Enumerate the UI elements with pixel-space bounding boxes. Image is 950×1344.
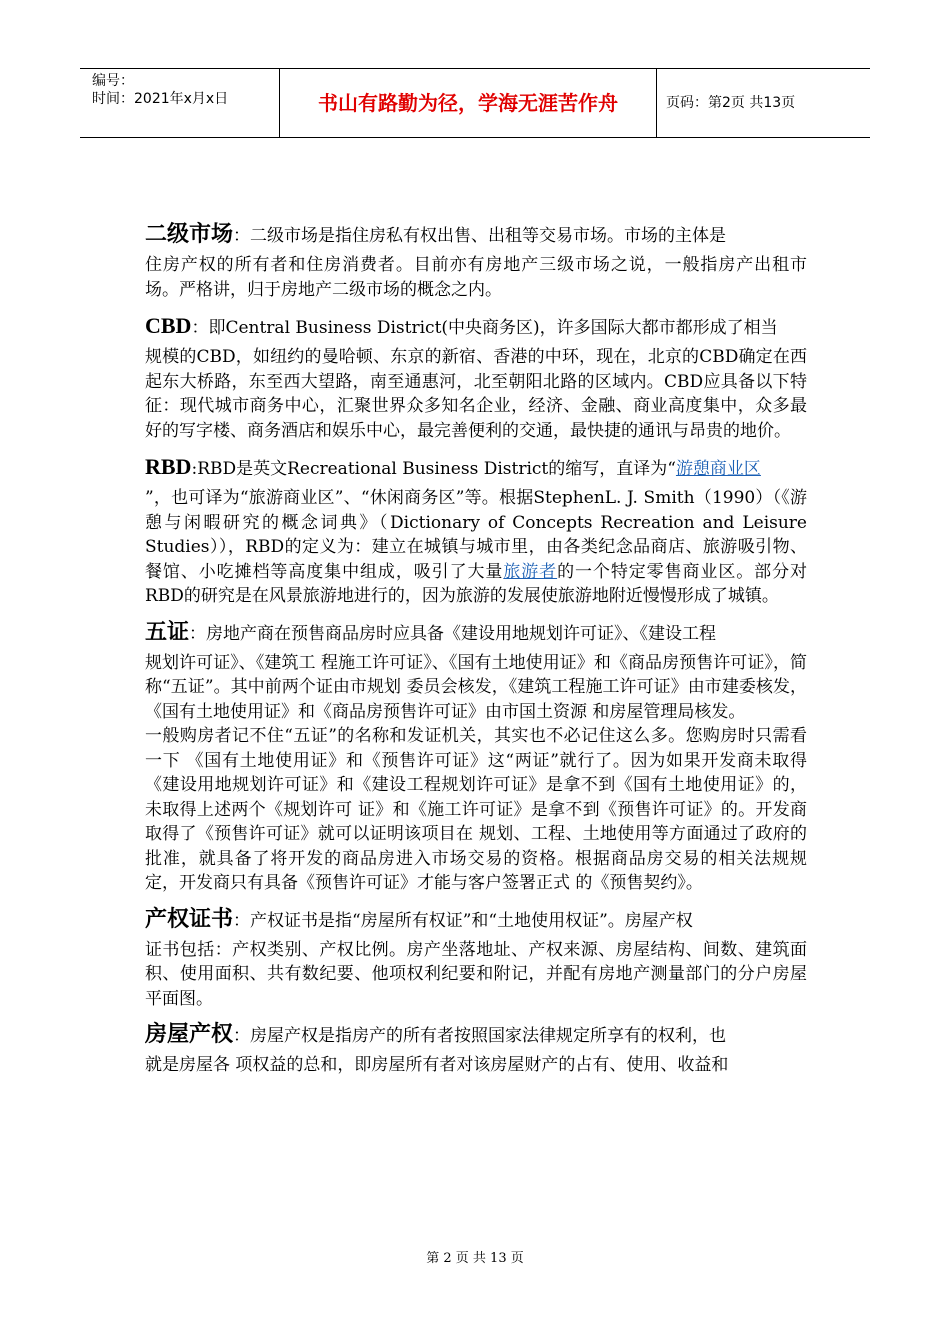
section-first-line: 即Central Business District(中央商务区)，许多国际大都市都形成了相当 <box>208 318 778 338</box>
tourist-link[interactable]: 旅游者 <box>503 561 558 582</box>
section-five-certificates: 五证：房地产商在预售商品房时应具备《建设用地规划许可证》、《建设工程 规划许可证》、《建筑工 程施工许可证》、《国有土地使用证》和《商品房预售许可证》，简称“五证”。其中前两个证由市规划 委员会核发，《建筑工程施工许可证》由市建委核发，《国有土地使用证》和《商品房预售许可证》由市国土资源 和房屋管理局核发。 一般购房者记不住“五证”的名称和发证机关，其实也不必记住这么多。您购房时只需看一下 《国有土地使用证》和《预售许可证》这“两证”就行了。因为如果开发商未取得《建设用地规划许可证》和《建设工程规划许可证》是拿不到《国有土地使用证》的，未取得上述两个《规划许可 证》和《施工许可证》是拿不到《预售许可证》的。开发商取得了《预售许可证》就可以证明该项目在 规划、工程、土地使用等方面通过了政府的批准，就具备了将开发的商品房进入市场交易的资格。根据商品房交易的相关法规规定，开发商只有具备《预售许可证》才能与客户签署正式 的《预售契约》。 <box>145 616 807 896</box>
header-page-info: 页码：第2页 共13页 <box>666 95 796 111</box>
term-heading: 房屋产权 <box>145 1022 234 1047</box>
section-paragraph-2: 一般购房者记不住“五证”的名称和发证机关，其实也不必记住这么多。您购房时只需看一下 《国有土地使用证》和《预售许可证》这“两证”就行了。因为如果开发商未取得《建设用地规划许可证》和《建设工程规划许可证》是拿不到《国有土地使用证》的，未取得上述两个《规划许可 证》和《施工许可证》是拿不到《预售许可证》的。开发商取得了《预售许可证》就可以证明该项目在 规划、工程、土地使用等方面通过了政府的批准，就具备了将开发的商品房进入市场交易的资格。根据商品房交易的相关法规规定，开发商只有具备《预售许可证》才能与客户签署正式 的《预售契约》。 <box>145 726 807 893</box>
section-first-line: 二级市场是指住房私有权出售、出租等交易市场。市场的主体是 <box>250 226 727 246</box>
section-first-line: RBD是英文Recreational Business District的缩写，直译为“ <box>197 459 676 479</box>
section-paragraph: 住房产权的所有者和住房消费者。目前亦有房地产三级市场之说，一般指房产出租市场。严格讲，归于房地产二级市场的概念之内。 <box>145 255 807 300</box>
term-heading: 五证 <box>145 619 190 645</box>
page-header <box>80 68 870 138</box>
term-heading: CBD <box>145 313 192 338</box>
section-first-line: 房地产商在预售商品房时应具备《建设用地规划许可证》、《建设工程 <box>206 623 717 644</box>
header-meta <box>80 69 280 137</box>
page-footer: 第 2 页 共 13 页 <box>426 1251 524 1266</box>
section-rbd: RBD:RBD是英文Recreational Business District的缩写，直译为“游憩商业区 ”，也可译为“旅游商业区”、“休闲商务区”等。根据StephenL. J. Smith（1990）（《游憩与闲暇研究的概念词典》（Dictionary of Concepts Recreation and Leisure Studies）），RBD的定义为：建立在城镇与城市里，由各类纪念品商店、旅游吸引物、餐馆、小吃摊档等高度集中组成，吸引了大量旅游者的一个特定零售商业区。部分对RBD的研究是在风景旅游地进行的，因为旅游的发展使旅游地附近慢慢形成了城镇。 <box>145 450 807 609</box>
document-body <box>145 218 807 1085</box>
section-paragraph: 规划许可证》、《建筑工 程施工许可证》、《国有土地使用证》和《商品房预售许可证》，简称“五证”。其中前两个证由市规划 委员会核发，《建筑工程施工许可证》由市建委核发，《国有土地使用证》和《商品房预售许可证》由市国土资源 和房屋管理局核发。 <box>145 652 807 722</box>
recreational-business-district-link[interactable]: 游憩商业区 <box>675 459 761 479</box>
header-motto: 书山有路勤为径，学海无涯苦作舟 <box>280 69 657 137</box>
section-paragraph: 证书包括：产权类别、产权比例。房产坐落地址、产权来源、房屋结构、间数、建筑面积、使用面积、共有数纪要、他项权利纪要和附记，并配有房地产测量部门的分户房屋平面图。 <box>145 939 807 1009</box>
section-cbd: CBD：即Central Business District(中央商务区)，许多国际大都市都形成了相当 规模的CBD，如纽约的曼哈顿、东京的新宿、香港的中环，现在，北京的CBD确定在西起东大桥路，东至西大望路，南至通惠河，北至朝阳北路的区域内。CBD应具备以下特征：现代城市商务中心，汇聚世界众多知名企业，经济、金融、商业高度集中，众多最好的写字楼、商务酒店和娱乐中心，最完善便利的交通，最快捷的通讯与昂贵的地价。 <box>145 309 807 443</box>
section-secondary-market: 二级市场：二级市场是指住房私有权出售、出租等交易市场。市场的主体是 住房产权的所有者和住房消费者。目前亦有房地产三级市场之说，一般指房产出租市场。严格讲，归于房地产二级市场的概念之内。 <box>145 218 807 302</box>
term-heading: RBD <box>145 454 192 479</box>
section-first-line: 房屋产权是指房产的所有者按照国家法律规定所享有的权利，也 <box>250 1026 727 1046</box>
term-heading: 二级市场 <box>145 222 234 247</box>
section-paragraph: 规模的CBD，如纽约的曼哈顿、东京的新宿、香港的中环，现在，北京的CBD确定在西起东大桥路，东至西大望路，南至通惠河，北至朝阳北路的区域内。CBD应具备以下特征：现代城市商务中心，汇聚世界众多知名企业，经济、金融、商业高度集中，众多最好的写字楼、商务酒店和娱乐中心，最完善便利的交通，最快捷的通讯与昂贵的地价。 <box>145 347 807 441</box>
section-property-certificate: 产权证书：产权证书是指“房屋所有权证”和“土地使用权证”。房屋产权 证书包括：产权类别、产权比例。房产坐落地址、产权来源、房屋结构、间数、建筑面积、使用面积、共有数纪要、他项权利纪要和附记，并配有房地产测量部门的分户房屋平面图。 <box>145 903 807 1012</box>
term-heading: 产权证书 <box>145 906 234 932</box>
header-number-label: 编号： <box>92 73 134 89</box>
section-paragraph: 就是房屋各 项权益的总和，即房屋所有者对该房屋财产的占有、使用、收益和 <box>145 1055 729 1075</box>
section-house-property-right: 房屋产权：房屋产权是指房产的所有者按照国家法律规定所享有的权利，也 就是房屋各 项权益的总和，即房屋所有者对该房屋财产的占有、使用、收益和 <box>145 1018 807 1078</box>
section-first-line: 产权证书是指“房屋所有权证”和“土地使用权证”。房屋产权 <box>250 910 693 931</box>
header-time-label: 时间：2021年x月x日 <box>92 91 229 107</box>
section-paragraph: ”，也可译为“旅游商业区”、“休闲商务区”等。根据StephenL. J. Smith（1990）（《游憩与闲暇研究的概念词典》（Dictionary of Concepts Recreation and Leisure Studies）），RBD的定义为：建立在城镇与城市里，由各类纪念品商店、旅游吸引物、餐馆、小吃摊档等高度集中组成，吸引了大量旅游者的一个特定零售商业区。部分对RBD的研究是在风景旅游地进行的，因为旅游的发展使旅游地附近慢慢形成了城镇。 <box>145 488 808 606</box>
